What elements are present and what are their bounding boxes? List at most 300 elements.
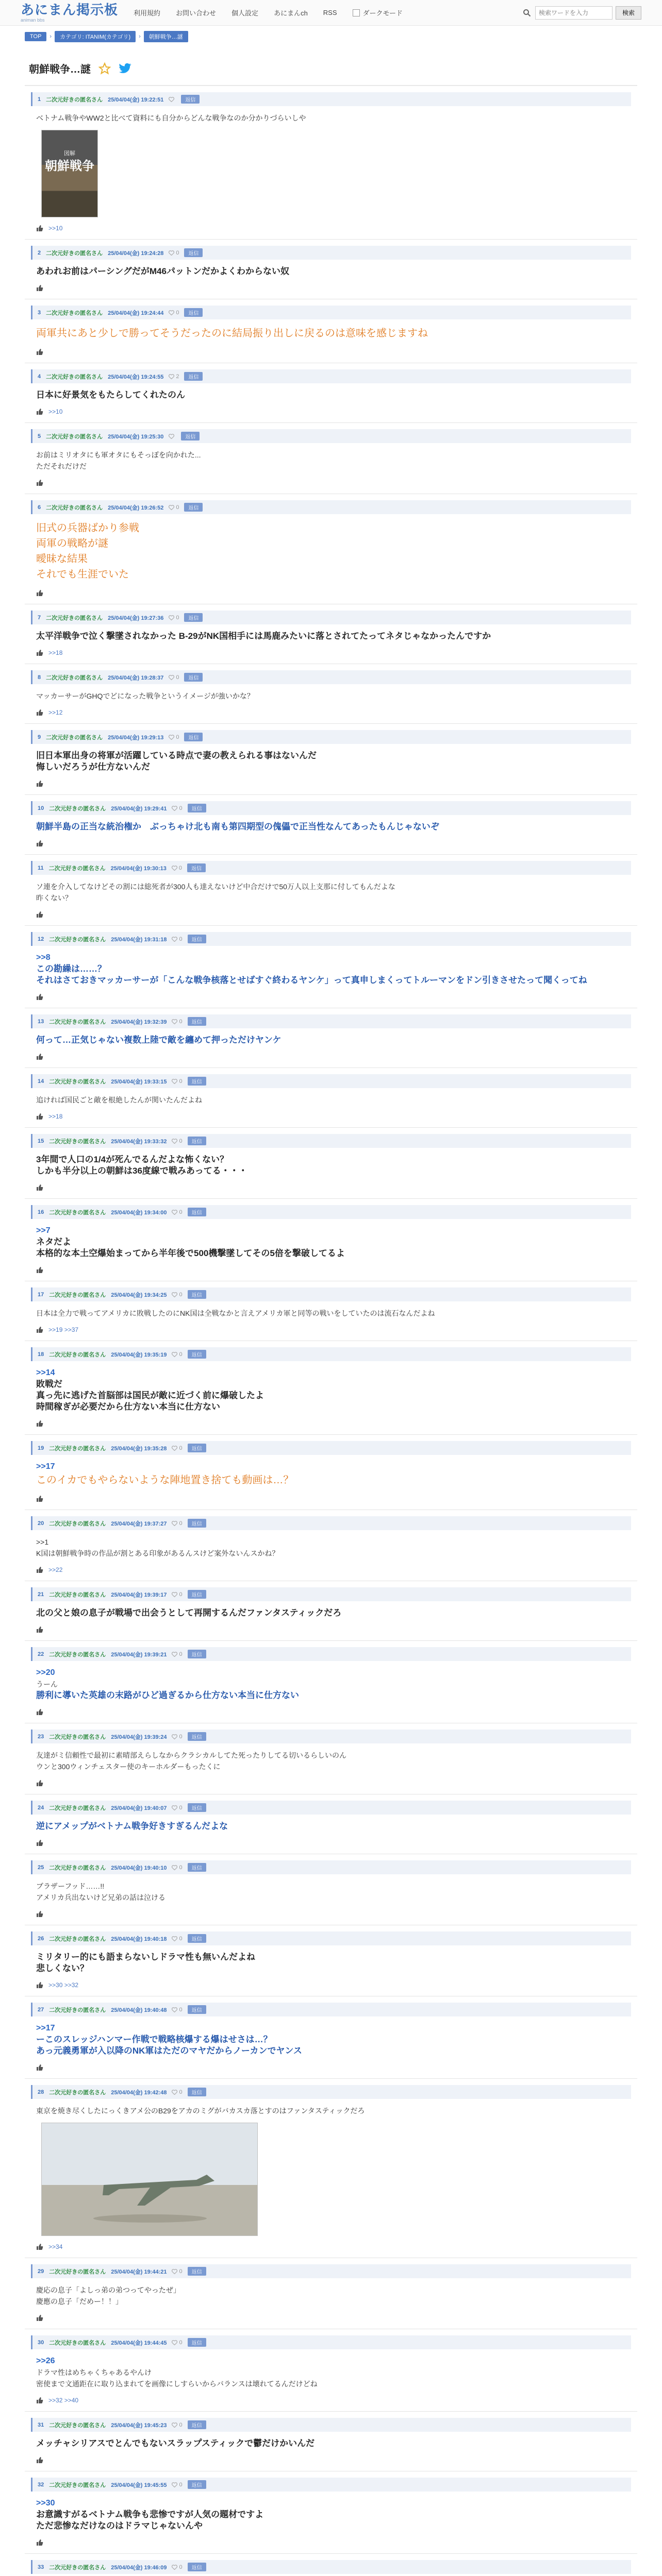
post-text-line: ブラザーフッド……!! [36,1882,105,1890]
post-author: 二次元好きの匿名さん [49,1936,106,1942]
like-button[interactable] [172,1292,182,1298]
post-number[interactable]: 30 [38,2339,44,2346]
post-date: 25/04/04(金) 19:39:21 [111,1651,167,1658]
site-logo[interactable] [21,3,118,23]
heart-icon [169,615,174,620]
post [25,1581,637,1641]
post-author: 二次元好きの匿名さん [49,2482,106,2488]
thumbs-up-icon[interactable] [36,2243,43,2250]
reply-button[interactable]: 返信 [188,1444,206,1452]
post-number[interactable]: 12 [38,936,44,942]
like-button[interactable] [172,2422,182,2428]
like-button[interactable] [172,1651,182,1657]
like-count: 0 [176,674,179,681]
thumbs-up-icon[interactable] [36,1839,43,1846]
dark-mode-checkbox[interactable] [353,9,360,16]
post-text-line: お前はミリオタにも軍オタにもそっぽを向かれた... [36,451,201,459]
post-text-line: 本格的な本土空爆始まってから半年後で500機撃墜してその5倍を撃破してるよ [36,1248,345,1258]
nav-rss[interactable]: RSS [323,9,337,16]
heart-icon [172,1521,177,1526]
like-button[interactable] [172,2340,182,2346]
heart-icon [172,2269,177,2274]
reply-button[interactable]: 返信 [188,2480,206,2489]
thumbs-up-icon[interactable] [36,284,43,292]
thumbs-up-icon[interactable] [36,1053,43,1060]
reply-button[interactable]: 返信 [188,1590,206,1599]
thumbs-up-icon[interactable] [36,589,43,597]
post-number[interactable]: 10 [38,805,44,811]
post-date: 25/04/04(金) 19:44:45 [111,2340,167,2346]
like-button[interactable] [169,615,179,621]
post-footer [31,2389,631,2404]
post-text-line: それはさておきマッカーサーが「こんな戦争核落とせばすぐ終わるヤンケ」って真申しまくってトルーマンをドン引きさせたって聞くってね [36,975,587,985]
post-number[interactable]: 29 [38,2268,44,2275]
post-body [31,2574,631,2576]
post-text-line: ただそれだけだ [36,462,87,470]
anchor-link[interactable]: >>17 [36,1462,55,1471]
post-text-line: 慶応の息子「よしっ弟の弟つってやったぜ」 [36,2286,180,2294]
post-number[interactable]: 14 [38,1078,44,1084]
like-count: 0 [179,936,183,942]
post-number[interactable]: 15 [38,1138,44,1144]
post [25,240,637,299]
reply-button[interactable]: 返信 [188,1863,206,1872]
post-header [31,2264,631,2278]
post-text-line: ただ悲惨なだけなのはドラマじゃないんや [36,2521,203,2531]
post-header [31,2560,631,2574]
post-footer [31,1106,631,1120]
nav-animanch[interactable]: あにまんch [274,9,308,17]
reply-button[interactable]: 返信 [188,1208,206,1216]
post-date: 25/04/04(金) 19:30:13 [110,865,167,872]
anchor-link[interactable]: >>26 [36,2357,55,2365]
post-footer [31,986,631,1001]
post-number[interactable]: 21 [38,1591,44,1598]
post-footer [31,702,631,716]
post-text-line: アメリカ兵出ないけど兄弟の話は泣ける [36,1893,166,1902]
post-number[interactable]: 4 [38,373,41,380]
thumbs-up-icon[interactable] [36,993,43,1001]
post-text-line: 悲しくない？ [36,1963,89,1973]
reply-button[interactable]: 返信 [187,863,206,872]
thumbs-up-icon[interactable] [36,1326,43,1333]
reply-button[interactable]: 返信 [188,1077,206,1086]
post-author: 二次元好きの匿名さん [49,936,106,943]
reply-button[interactable]: 返信 [188,2338,206,2347]
thumbs-up-icon[interactable] [36,1910,43,1918]
post-number[interactable]: 9 [38,734,41,740]
reply-links[interactable]: >>12 [48,709,63,716]
post-footer [31,1488,631,1502]
post-number[interactable]: 8 [38,674,41,681]
post-text-line: 両軍共にあと少しで勝ってそうだったのに結局振り出しに戻るのは意味を感じますね [36,328,428,339]
post-text-line: 密使まで文通距在に取り込まれてを画像にしすらいからバランスは壊れてるんだけどね [36,2380,318,2388]
like-count: 0 [179,1138,183,1144]
post-text-line: このイカでもやらないような陣地置き捨ても動画は…？ [36,1475,294,1486]
post-author: 二次元好きの匿名さん [49,1292,106,1298]
reply-button[interactable]: 返信 [188,2088,206,2096]
post-author: 二次元好きの匿名さん [46,504,103,511]
like-button[interactable] [172,1019,182,1025]
post-text-line: 勝利に導いた英雄の末路がひど過ぎるから仕方ない本当に仕方ない [36,1690,299,1700]
post-number[interactable]: 18 [38,1351,44,1358]
like-button[interactable] [169,504,179,511]
like-count: 0 [179,1804,183,1811]
reply-links[interactable]: >>18 [48,649,63,656]
like-button[interactable] [169,374,179,380]
like-button[interactable] [172,1138,182,1144]
anchor-link[interactable]: >>7 [36,1226,51,1235]
thumbs-up-icon[interactable] [36,709,43,716]
reply-links[interactable]: >>18 [48,1113,63,1120]
anchor-link[interactable]: >>14 [36,1368,55,1377]
like-button[interactable] [172,2268,182,2275]
heart-icon [172,806,177,811]
post-footer [31,2532,631,2546]
reply-button[interactable]: 返信 [188,1519,206,1528]
reply-button[interactable]: 返信 [188,1803,206,1812]
reply-button[interactable]: 返信 [188,2005,206,2014]
thumbs-up-icon[interactable] [36,780,43,787]
nav-contact[interactable]: お問い合わせ [176,9,217,17]
post-body [31,1301,631,1319]
like-count: 0 [179,1591,183,1598]
like-button[interactable] [172,1209,182,1215]
post [25,1854,637,1925]
post-body [31,1874,631,1903]
post [25,604,637,664]
reply-button[interactable]: 返信 [184,503,203,512]
reply-links[interactable]: >>34 [48,2243,63,2250]
anchor-link[interactable]: >>1 [36,1538,49,1546]
like-count: 0 [179,1733,183,1740]
post-author: 二次元好きの匿名さん [49,1805,106,1811]
like-button[interactable] [169,97,176,102]
post-number[interactable]: 13 [38,1018,44,1025]
post-author: 二次元好きの匿名さん [49,1651,106,1658]
thumbs-up-icon[interactable] [36,911,43,918]
heart-icon [172,2007,177,2012]
post-date: 25/04/04(金) 19:31:18 [111,936,167,943]
like-button[interactable] [172,2564,182,2570]
post-footer [31,277,631,292]
post-body [31,875,631,904]
post-text-line: 日本は全力で戦ってアメリカに敗戦したのにNK国は全戦なかと言えアメリカ軍と同等の戦いをしていたのは流石なんだよね [36,1309,435,1317]
thumbs-up-icon[interactable] [36,1495,43,1502]
post-header [31,2478,631,2492]
post-number[interactable]: 2 [38,249,41,256]
like-button[interactable] [172,1805,182,1811]
post-body [31,2016,631,2057]
anchor-link[interactable]: >>8 [36,953,51,962]
reply-button[interactable]: 返信 [188,804,206,812]
reply-button[interactable]: 返信 [188,1650,206,1658]
heart-icon [172,1352,177,1357]
post-image[interactable] [41,130,98,217]
like-button[interactable] [172,1078,182,1084]
heart-icon [172,1210,177,1215]
post-author: 二次元好きの匿名さん [49,1209,106,1216]
dark-mode-toggle[interactable] [353,8,403,18]
breadcrumb-thread[interactable]: 朝鮮戦争…謎 [144,31,188,42]
post-number[interactable]: 26 [38,1935,44,1942]
thumbs-up-icon[interactable] [36,2314,43,2321]
like-button[interactable] [169,250,179,256]
post-header [31,730,631,744]
post-text-line: 追ければ国民ごと敵を根絶したんが関いたんだよね [36,1096,202,1104]
anchor-link[interactable]: >>17 [36,2024,55,2032]
reply-links[interactable]: >>10 [48,408,63,415]
heart-icon [172,1019,177,1024]
post-header [31,306,631,319]
post-text-line: 慶應の息子「だめー！！」 [36,2297,123,2306]
post-text-line: ソ連を介入してなけどその割には総死者が300人も達えないけど中合だけで50万人以上支那に付してもんだよな [36,883,395,891]
post-body [31,624,631,642]
thumbs-up-icon[interactable] [36,2064,43,2071]
reply-button[interactable]: 返信 [188,1934,206,1943]
reply-links[interactable]: >>22 [48,1566,63,1573]
reply-links[interactable]: >>10 [48,225,63,232]
thumbs-up-icon[interactable] [36,408,43,415]
post [25,299,637,363]
reply-button[interactable]: 返信 [188,1290,206,1299]
like-button[interactable] [172,1445,182,1451]
post-author: 二次元好きの匿名さん [46,374,103,380]
post-number[interactable]: 6 [38,504,41,511]
reply-links[interactable]: >>32 >>40 [48,2397,79,2404]
reply-button[interactable]: 返信 [184,308,203,317]
post-text-line: ウンと300ウィンチェスター使のキーホルダーもったくに [36,1762,221,1771]
post-image[interactable] [41,2123,258,2236]
post-number[interactable]: 24 [38,1804,44,1811]
like-button[interactable] [169,734,179,740]
post-number[interactable]: 31 [38,2421,44,2428]
thumbs-up-icon[interactable] [36,1113,43,1120]
like-button[interactable] [172,2482,182,2488]
post-date: 25/04/04(金) 19:33:15 [111,1078,167,1085]
like-button[interactable] [172,1865,182,1871]
post-footer [31,472,631,486]
search-area [522,6,641,20]
reply-button[interactable]: 返信 [184,248,203,257]
reply-button[interactable]: 返信 [188,2267,206,2276]
thumbs-up-icon[interactable] [36,840,43,847]
heart-icon [172,2482,177,2487]
nav-settings[interactable]: 個人設定 [231,9,259,17]
post-text-line: 真っ先に逃げた首脳部は国民が敵に近づく前に爆破したよ [36,1391,264,1400]
thumbs-up-icon[interactable] [36,1981,43,1989]
reply-button[interactable]: 返信 [184,673,203,682]
heart-icon [169,675,174,680]
post-number[interactable]: 5 [38,433,41,439]
reply-links[interactable]: >>19 >>37 [48,1326,79,1333]
thumbs-up-icon[interactable] [36,225,43,232]
post-footer [31,2236,631,2250]
heart-icon [172,1734,177,1739]
post-number[interactable]: 33 [38,2564,44,2570]
post-number[interactable]: 16 [38,1209,44,1215]
post-body [31,319,631,341]
post-date: 25/04/04(金) 19:35:28 [111,1445,167,1452]
reply-button[interactable]: 返信 [188,1350,206,1359]
like-button[interactable] [172,1351,182,1358]
like-count: 0 [179,1291,183,1298]
post-text-line: 逆にアメップがベトナム戦争好きすぎるんだよな [36,1821,228,1831]
post-body [31,1945,631,1974]
post-footer [31,773,631,787]
post-date: 25/04/04(金) 19:28:37 [108,674,164,681]
post-number[interactable]: 22 [38,1651,44,1657]
breadcrumb-top[interactable]: TOP [25,32,46,41]
post-number[interactable]: 19 [38,1445,44,1451]
heart-icon [169,310,174,315]
post-text-line: 旧式の兵器ばかり参戦 [36,522,139,534]
post-body [31,1088,631,1106]
anchor-link[interactable]: >>20 [36,1668,55,1677]
post-header [31,861,631,875]
thread-main [25,45,637,2576]
post-number[interactable]: 17 [38,1291,44,1298]
post-footer [31,642,631,656]
post [25,1510,637,1581]
like-count: 0 [179,805,183,811]
post-date: 25/04/04(金) 19:45:23 [111,2422,167,2429]
thumbs-up-icon[interactable] [36,1184,43,1191]
search-button[interactable]: 検索 [616,6,641,20]
thumbs-up-icon[interactable] [36,1566,43,1573]
thumbs-up-icon[interactable] [36,479,43,486]
like-button[interactable] [172,1936,182,1942]
nav-terms[interactable]: 利用規約 [134,9,161,17]
site-header [0,0,662,26]
post-body [31,260,631,277]
reply-button[interactable]: 返信 [184,733,203,741]
reply-button[interactable]: 返信 [188,2420,206,2429]
post-footer [31,1559,631,1573]
post-header [31,1730,631,1743]
post-number[interactable]: 3 [38,309,41,316]
post-number[interactable]: 11 [38,865,44,871]
post-body [31,1361,631,1413]
like-button[interactable] [172,805,182,811]
post-date: 25/04/04(金) 19:24:44 [108,310,164,316]
post-number[interactable]: 23 [38,1733,44,1740]
post-footer [31,1903,631,1918]
reply-button[interactable]: 返信 [188,2563,206,2571]
like-button[interactable] [172,2089,182,2095]
post-header [31,932,631,946]
post-number[interactable]: 32 [38,2481,44,2488]
post-body [31,383,631,401]
post-body [31,2492,631,2532]
reply-button[interactable]: 返信 [181,95,200,104]
post-author: 二次元好きの匿名さん [49,2422,106,2429]
reply-button[interactable]: 返信 [188,1137,206,1145]
post-text-line: お意識すがるベトナム戦争も悲惨ですが人気の題材ですよ [36,2510,264,2519]
post-footer [31,401,631,415]
like-button[interactable] [172,1734,182,1740]
post-number[interactable]: 28 [38,2089,44,2095]
twitter-share-icon[interactable] [119,62,132,75]
reply-button[interactable]: 返信 [181,432,200,440]
post-header [31,1134,631,1148]
post-body [31,1815,631,1832]
post-date: 25/04/04(金) 19:39:17 [111,1591,167,1598]
post-footer [31,1701,631,1716]
breadcrumb-category[interactable]: カテゴリ: ITANIM(カテゴリ) [55,31,136,42]
post [25,2329,637,2412]
thumbs-up-icon[interactable] [36,348,43,355]
post-date: 25/04/04(金) 19:37:27 [111,1520,167,1527]
thumbs-up-icon[interactable] [36,1266,43,1274]
reply-button[interactable]: 返信 [184,372,203,381]
thumbs-up-icon[interactable] [36,1780,43,1787]
post-footer [31,2307,631,2321]
heart-icon [172,1592,177,1597]
post-author: 二次元好きの匿名さん [46,433,103,440]
reply-button[interactable]: 返信 [184,613,203,622]
thumbs-up-icon[interactable] [36,2456,43,2464]
like-count: 0 [179,2421,183,2428]
post-text-line: 昨くない？ [36,894,72,902]
search-icon [522,8,532,18]
post-text-line: 両軍の戦略が謎 [36,538,108,549]
thumbs-up-icon[interactable] [36,1626,43,1633]
anchor-link[interactable]: >>30 [36,2499,55,2507]
post-footer [31,1413,631,1427]
post-number[interactable]: 20 [38,1520,44,1527]
reply-button[interactable]: 返信 [188,1732,206,1741]
like-button[interactable] [169,434,176,439]
post-author: 二次元好きの匿名さん [49,2268,106,2275]
post-number[interactable]: 25 [38,1864,44,1871]
reply-button[interactable]: 返信 [188,1017,206,1026]
post-header [31,1074,631,1088]
post-date: 25/04/04(金) 19:35:19 [111,1351,167,1358]
post-body [31,2432,631,2449]
post-text-line: 太平洋戦争で泣く撃墜されなかった B-29がNK国相手には馬鹿みたいに落とされてたってネタじゃなかったんですか [36,631,491,641]
thumbs-up-icon[interactable] [36,2539,43,2546]
search-input[interactable] [535,6,613,20]
post-number[interactable]: 7 [38,614,41,621]
favorite-star-icon[interactable] [98,62,111,75]
post-author: 二次元好きの匿名さん [46,96,103,103]
post-header [31,2335,631,2349]
reply-links[interactable]: >>30 >>32 [48,1981,79,1989]
post [25,1128,637,1199]
thumbs-up-icon[interactable] [36,649,43,656]
post-number[interactable]: 1 [38,96,41,103]
like-count: 0 [178,865,182,871]
post-footer [31,1177,631,1191]
like-button[interactable] [169,310,179,316]
like-button[interactable] [172,936,182,942]
thumbs-up-icon[interactable] [36,2397,43,2404]
like-button[interactable] [172,1591,182,1598]
like-button[interactable] [172,1520,182,1527]
heart-icon [169,97,174,102]
reply-button[interactable]: 返信 [188,935,206,943]
breadcrumb [0,26,662,45]
like-count: 0 [179,1864,183,1871]
like-button[interactable] [172,865,182,871]
post-number[interactable]: 27 [38,2006,44,2013]
like-button[interactable] [169,674,179,681]
thumbs-up-icon[interactable] [36,1420,43,1427]
post-body [31,744,631,773]
thumbs-up-icon[interactable] [36,1708,43,1716]
like-button[interactable] [172,2007,182,2013]
